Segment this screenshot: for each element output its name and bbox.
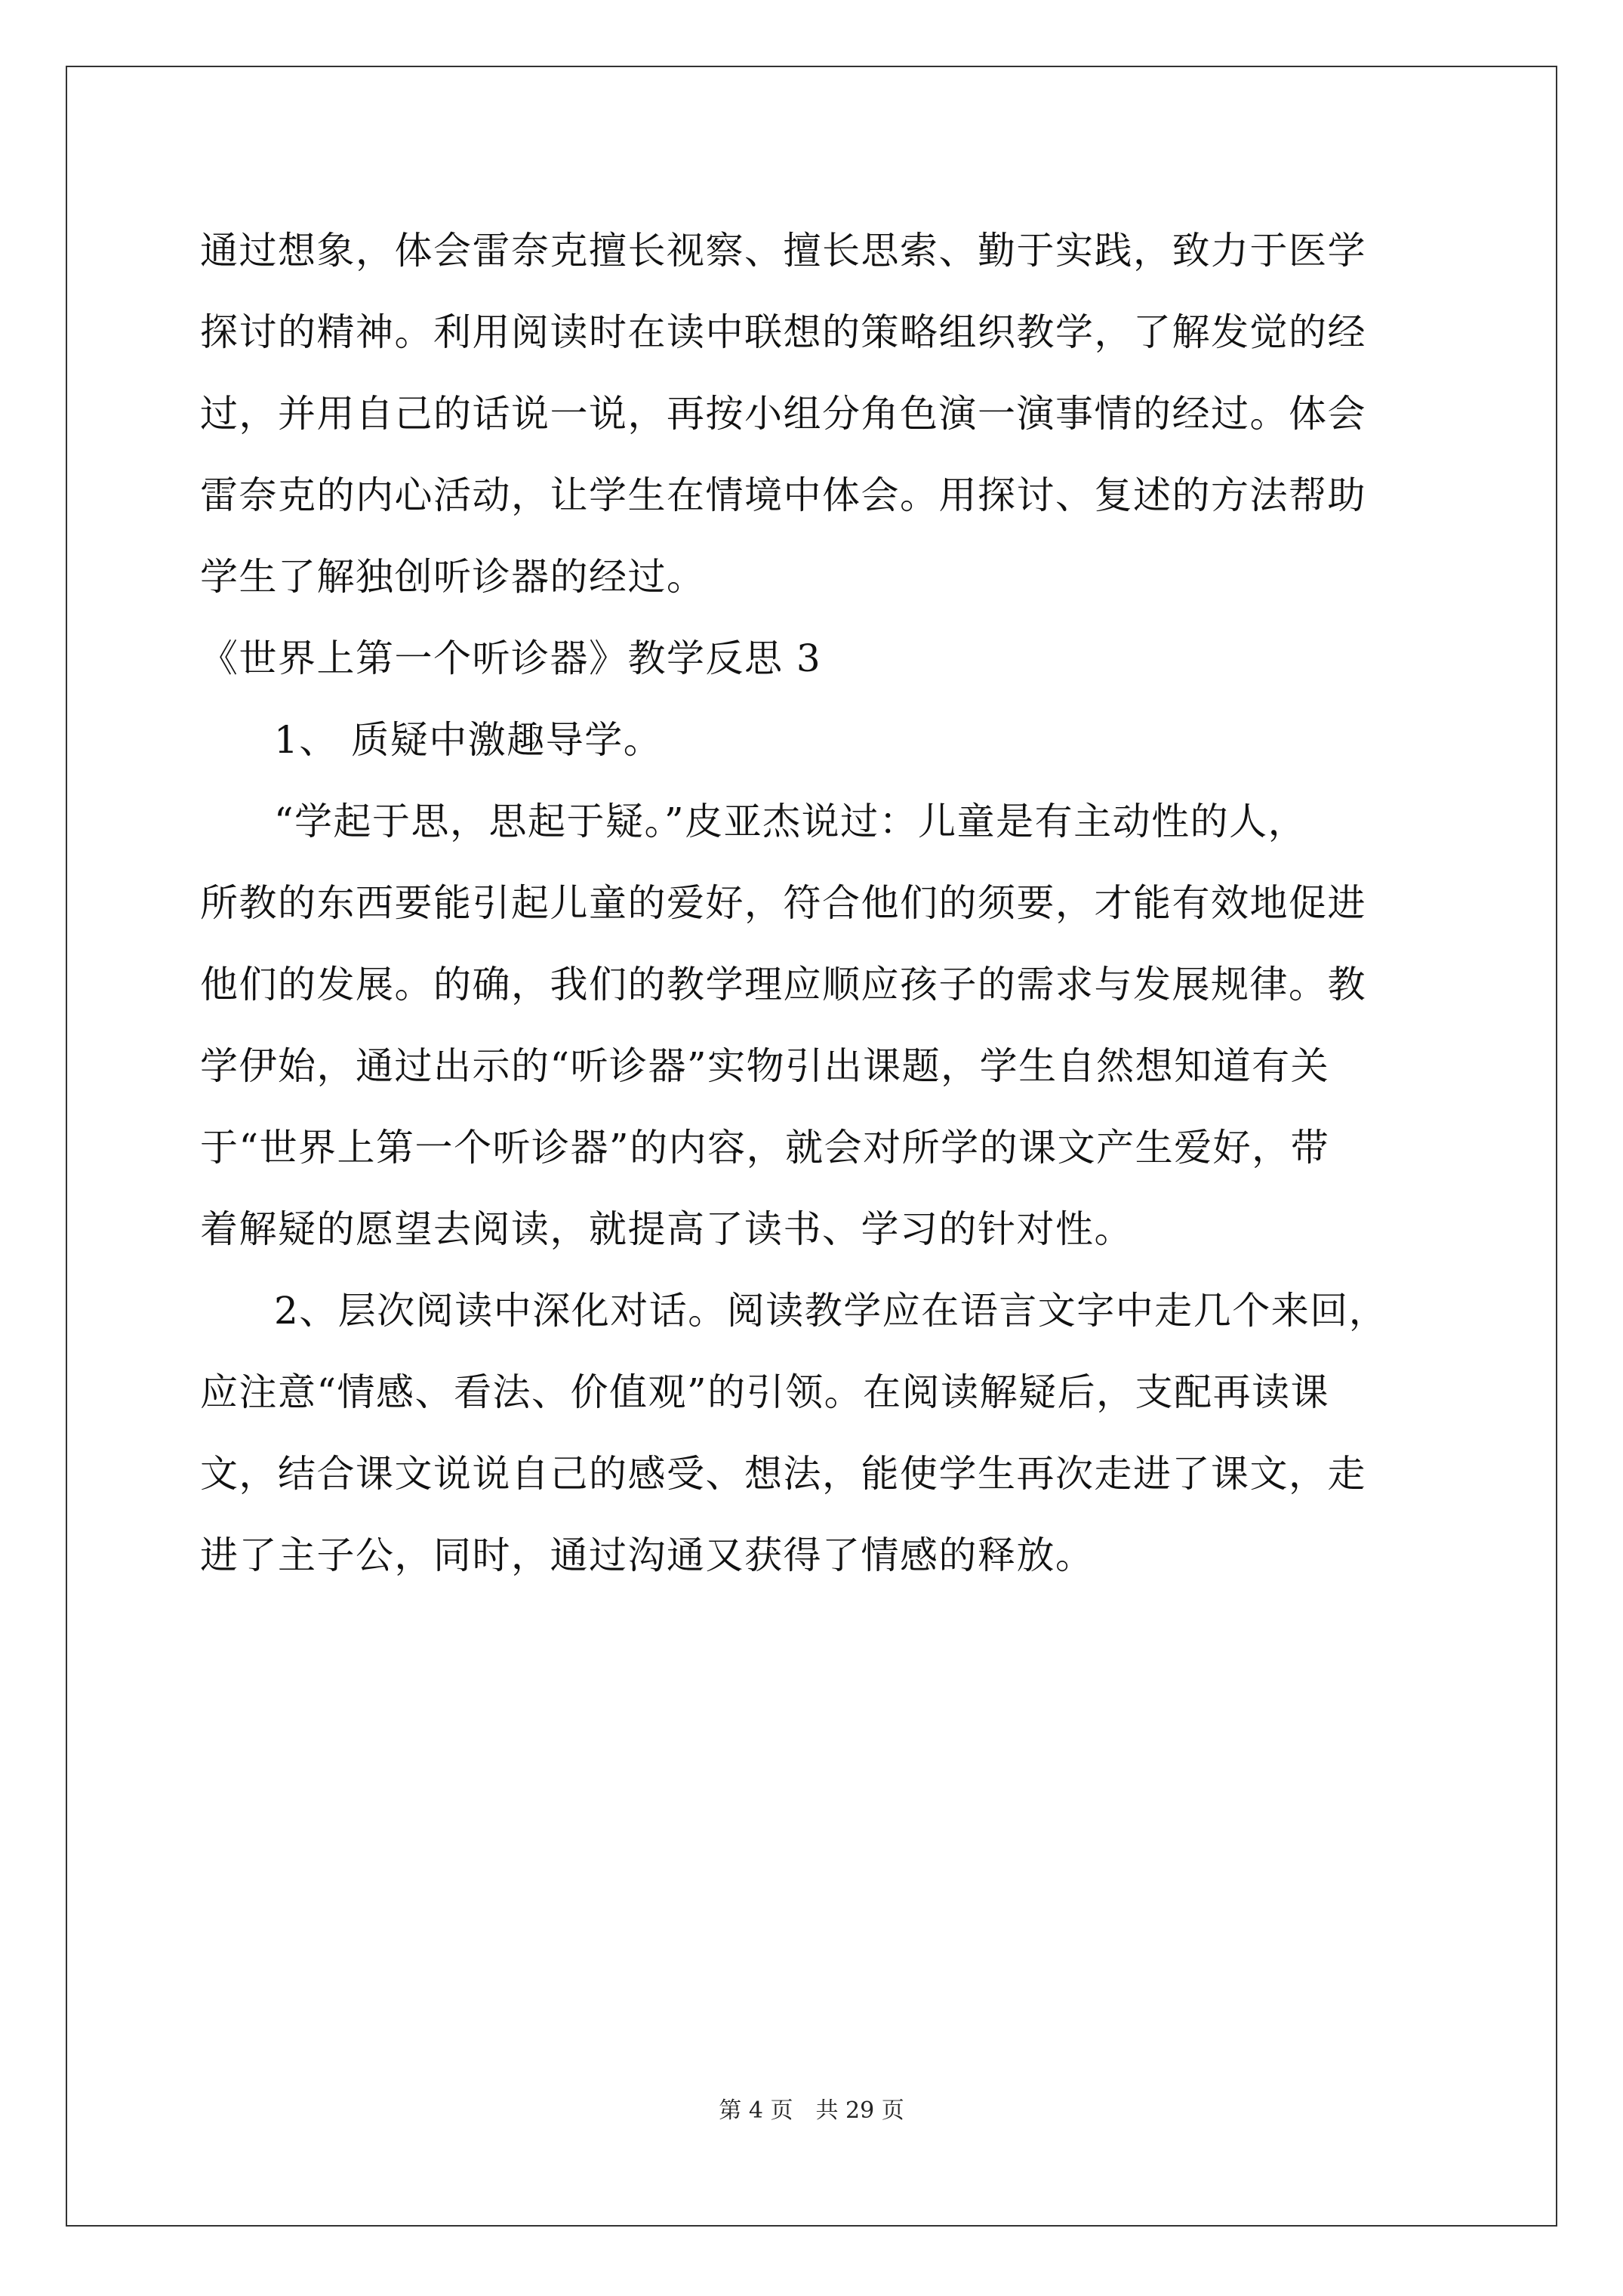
text-line-13: 着解疑的愿望去阅读，就提高了读书、学习的针对性。 bbox=[200, 1207, 1133, 1251]
text-line-15: 应注意“情感、看法、价值观”的引领。在阅读解疑后，支配再读课 bbox=[200, 1370, 1330, 1414]
text-line-10: 他们的发展。的确，我们的教学理应顺应孩子的需求与发展规律。教 bbox=[200, 963, 1366, 1006]
section-heading: 《世界上第一个听诊器》教学反思 3 bbox=[200, 636, 822, 680]
text-line-2: 探讨的精神。利用阅读时在读中联想的策略组织教学，了解发觉的经 bbox=[200, 310, 1366, 354]
page-number-footer: 第 4 页 共 29 页 bbox=[719, 2097, 904, 2124]
text-line-5: 学生了解独创听诊器的经过。 bbox=[200, 555, 706, 599]
text-line-11: 学伊始，通过出示的“听诊器”实物引出课题，学生自然想知道有关 bbox=[200, 1044, 1330, 1088]
text-line-4: 雷奈克的内心活动，让学生在情境中体会。用探讨、复述的方法帮助 bbox=[200, 473, 1366, 517]
text-line-12: 于“世界上第一个听诊器”的内容，就会对所学的课文产生爱好，带 bbox=[200, 1126, 1330, 1170]
text-line-9: 所教的东西要能引起儿童的爱好，符合他们的须要，才能有效地促进 bbox=[200, 881, 1366, 925]
text-line-1: 通过想象，体会雷奈克擅长视察、擅长思索、勤于实践，致力于医学 bbox=[200, 229, 1366, 273]
text-line-17: 进了主子公，同时，通过沟通又获得了情感的释放。 bbox=[200, 1533, 1095, 1577]
text-line-14: 2、层次阅读中深化对话。阅读教学应在语言文字中走几个来回， bbox=[274, 1289, 1388, 1333]
text-line-3: 过，并用自己的话说一说，再按小组分角色演一演事情的经过。体会 bbox=[200, 392, 1366, 436]
text-line-16: 文，结合课文说说自己的感受、想法，能使学生再次走进了课文，走 bbox=[200, 1452, 1366, 1496]
point-1-heading: 1、 质疑中激趣导学。 bbox=[274, 718, 663, 762]
text-line-8: “学起于思，思起于疑。”皮亚杰说过：儿童是有主动性的人， bbox=[274, 800, 1307, 843]
